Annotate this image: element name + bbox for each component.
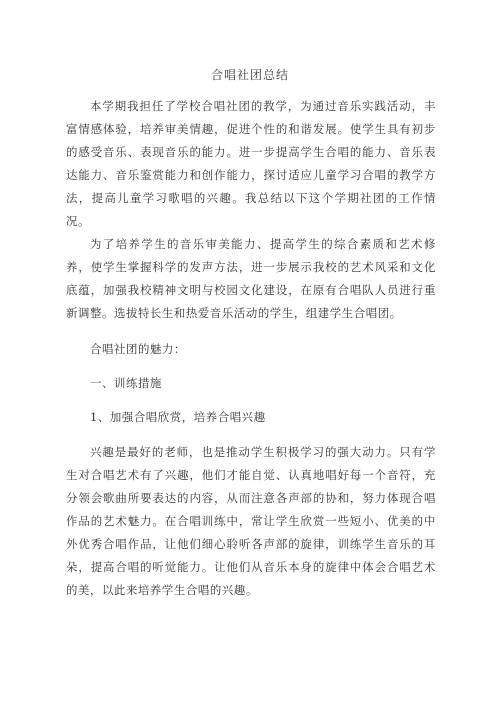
section-heading-training: 一、训练措施 (90, 376, 162, 390)
subsection-heading-appreciation: 1、加强合唱欣赏，培养合唱兴趣 (90, 410, 266, 424)
document-title: 合唱社团总结 (210, 68, 289, 82)
paragraph-purpose: 为了培养学生的音乐审美能力、提高学生的综合素质和艺术修养，使学生掌握科学的发声方法，进一步展示我校的艺术风采和文化底蕴，加强我校精神文明与校园文化建设，在原有合唱队人员进行重新调整。选拔特长生和热爱音乐活动的学生，组建学生合唱团。 (66, 237, 436, 320)
paragraph-interest: 兴趣是最好的老师，也是推动学生积极学习的强大动力。只有学生对合唱艺术有了兴趣，他们才能自觉、认真地唱好每一个音符，充分领会歌曲所要表达的内容，从而注意各声部的协和，努力体现合唱作品的艺术魅力。在合唱训练中，常让学生欣赏一些短小、优美的中外优秀合唱作品，让他们细心聆听各声部的旋律，训练学生音乐的耳朵，提高合唱的听觉能力。让他们从音乐本身的旋律中体会合唱艺术的美，以此来培养学生合唱的兴趣。 (66, 445, 436, 597)
section-label-charm: 合唱社团的魅力： (90, 342, 186, 356)
paragraph-intro: 本学期我担任了学校合唱社团的教学，为通过音乐实践活动，丰富情感体验，培养审美情趣，促进个性的和谐发展。使学生具有初步的感受音乐、表现音乐的能力。进一步提高学生合唱的能力、音乐表达能力、音乐鉴赏能力和创作能力，探讨适应儿童学习合唱的教学方法，提高儿童学习歌唱的兴趣。我总结以下这个学期社团的工作情况。 (66, 99, 436, 228)
